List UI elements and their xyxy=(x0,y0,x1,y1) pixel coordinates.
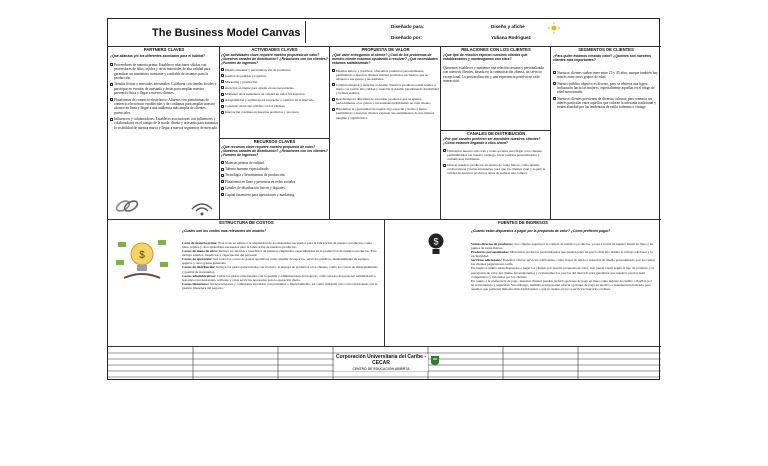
channels-block xyxy=(443,131,549,218)
footer-subtitle: CENTRO DE EDUCACIÓN ABIERTA xyxy=(352,367,410,371)
list-item: Innovación continua en nuestros productos y procesos. xyxy=(221,110,328,114)
list-item: Mantener altos estándares de calidad en todos los aspectos. xyxy=(221,92,328,96)
list-item: Ofrecer nuestros productos en puntos de venta físicos, como tiendas colaboradoras y ferias artesanales, para que los clientes vean y toquen la calidad de nuestros productos antes de realizar una compra. xyxy=(443,163,549,175)
designed-by-label: Diseñado por: xyxy=(391,35,422,40)
footer-institution-box xyxy=(334,354,428,371)
col-divider-4 xyxy=(550,46,551,219)
costs-heading: ESTRUCTURA DE COSTOS xyxy=(219,220,274,225)
designed-for-label: Diseñado para: xyxy=(391,24,425,29)
list-item: Ventas directas de productos: Los clientes pagan por la compra de nuestros productos, ya sea a través de nuestra tienda en línea o en puntos de venta físicos. xyxy=(471,242,654,251)
relationships-text: Queremos establecer y mantener una relación cercana y personalizada con nuestros clientes, basada en la comunicación abierta, un servicio excepcional. La personalización y una experiencia positiva en cada interacción. xyxy=(443,65,544,83)
segments-block xyxy=(553,47,659,218)
list-item: En cuanto a la preferencia de pago, nuestros clientes pueden preferir opciones de pago en línea como tarjetas de crédito o PayPal, por su conveniencia y seguridad. Sin embargo, también es importante ofrecer opciones de pago en efectivo o transferencia bancaria para aquellos que prefieren métodos más tradicionales o que no tienen acceso a servicios bancarios en línea. xyxy=(471,278,652,291)
business-model-canvas-sheet xyxy=(107,18,660,380)
costs-block xyxy=(110,220,383,345)
list-item: Tiendas físicas y mercados artesanales: Colaborar con tiendas locales y participar en eventos de artesanía y ferias para ampliar nuestra presencia física y llegar a nuevos clientes. xyxy=(110,82,218,95)
list-item: Atención al cliente para ayudar en sus necesidades. xyxy=(221,86,328,90)
channels-question: ¿Por qué canales prefieren ser atendidos nuestros clientes? ¿Cómo estamos llegando a ellos ahora? xyxy=(443,137,541,145)
list-item: Diseños únicos y creativos: ofrecemos productos personalizados, permitiendo a nuestros clientes obtener productos exclusivos que se adapten a sus gustos y necesidades. xyxy=(332,69,439,81)
segments-list xyxy=(553,71,659,110)
list-item: Gestión de pedidos y logística. xyxy=(221,74,328,78)
list-item: Construir relaciones sólidas con los clientes. xyxy=(221,104,328,108)
activities-block xyxy=(221,47,328,137)
revenue-question: ¿Cuánto están dispuestos a pagar por la propuesta de valor? ¿Cómo prefieren pagar? xyxy=(471,229,611,233)
university-logo-icon xyxy=(430,355,440,369)
list-item: Costos financieros: Incluye intereses y comisiones asociados con préstamos o financiamiento, así como cualquier otro costo relacionado con la gestión financiera del negocio. xyxy=(182,281,378,290)
lightbulb-dollar-icon xyxy=(427,232,445,258)
svg-text:$: $ xyxy=(433,236,439,247)
partners-question: ¿Qué alianzas y/o los diferentes asociados para el hábitat? xyxy=(110,54,206,58)
segments-heading: SEGMENTOS DE CLIENTES xyxy=(578,47,634,52)
list-item: Marketing y promoción. xyxy=(221,80,328,84)
partners-block xyxy=(110,47,218,218)
channels-list xyxy=(443,149,549,175)
lightbulb-money-icon xyxy=(114,234,170,282)
revenue-list xyxy=(471,242,655,291)
list-item: Calidad artesanal y atención al detalle: Nuestros productos están tejidos a mano con la más alta calidad y atención al detalle, garantizando durabilidad y belleza estética. xyxy=(332,83,439,95)
partners-heading: PARTNERS CLAVES xyxy=(143,47,185,52)
list-item: Servicios adicionales: Podemos ofrecer servicios adicionales, como clases de tejido o asesorías de diseño personalizado, por los cuales los clientes pagarían una tarifa. xyxy=(471,258,655,267)
list-item: Plataformas de comercio electrónico: Aliarnos con plataformas de comercio electrónico establecidas y de confianza para ampliar nuestro alcance en línea y llegar a una audiencia más amplia de clientes potenciales. xyxy=(110,98,218,116)
resources-question: ¿Qué recursos clave requiere nuestra propuesta de valor? ¿Nuestros canales de distribución? ¿Relaciones con los clientes? ¿Fuentes de ingresos? xyxy=(221,145,328,157)
costs-list xyxy=(182,241,380,290)
resources-block xyxy=(221,139,328,218)
designed-by-value: Yuliana Rodriguez xyxy=(491,35,531,40)
footer-institution: Corporación Universitaria del Caribe - CECAR xyxy=(335,354,427,366)
list-item: Resolvemos la dificultad de encontrar productos que se ajusten perfectamente a los gustos y necesidades individuales de cada cliente. xyxy=(332,97,439,105)
revenue-block xyxy=(387,220,659,345)
activities-question: ¿Qué actividades clave requiere nuestra propuesta de valor? ¿Nuestros canales de distribución? ¿Relaciones con los clientes? ¿Fuentes de ingresos? xyxy=(221,53,328,65)
value-question: ¿Qué valor entregamos al cliente? ¿Cuál de los problemas de nuestro cliente estamos ayudando a resolver? ¿Qué necesidades estamos satisfaciendo? xyxy=(332,53,438,65)
list-item: Diseño artesanal y personalización de productos. xyxy=(221,68,328,72)
list-item: Costos de operación: Son todos los costos de gastos operativos como alquiler de espacios, servicios públicos, mantenimiento de equipos, seguros y otros gastos generales. xyxy=(182,257,370,266)
revenue-heading: FUENTES DE INGRESOS xyxy=(498,220,548,225)
list-item: Canales de distribución físicos y digitales. xyxy=(221,186,328,190)
list-item: Costo de materia prima: Este costo se refiere a la adquisición de los materiales necesarios para la fabricación de nuestros productos, como hilos, tejidos y otros materiales necesarios para la fabricación de nuestros productos. xyxy=(182,241,373,250)
designed-for-value: Diseño y afiche xyxy=(491,24,525,29)
activities-list xyxy=(221,68,328,115)
activities-heading: ACTIVIDADES CLAVES xyxy=(251,47,298,52)
header-divider xyxy=(305,21,306,43)
wifi-signal-icon xyxy=(188,197,216,217)
col-divider-3 xyxy=(440,46,441,219)
list-item: Brindamos la oportunidad de regalar algo especial y hecho a mano, permitiendo a nuestros clientes expresar sus sentimientos de una manera tangible y significativa. xyxy=(332,107,439,119)
value-list xyxy=(332,69,439,120)
relationships-block xyxy=(443,47,549,129)
segments-question: ¿Para quién estamos creando valor? ¿Quiénes son nuestros clientes más importantes? xyxy=(553,54,651,62)
list-item: Nuestros clientes suelen tener entre 25 y 45 años, aunque también hay interés entre otros grupos de edad. xyxy=(553,71,659,80)
list-item: Adaptabilidad y agilidad para responder a cambios en el mercado. xyxy=(221,98,328,102)
list-item: En cuanto a cuánto están dispuestos a pagar los clientes por nuestra propuesta de valor, esto puede variar según el tipo de producto y la percepción de valor del cliente. Investigaremos y evaluaremos los precios del mercado para garantizar que nuestros precios sean competitivos y valorados por los clientes. xyxy=(471,266,654,279)
list-item: Capital financiero para operaciones y marketing. xyxy=(221,193,328,197)
list-item: Influencers y colaboradores: Establecer asociaciones con influencers y colaboradores en el campo de la moda, diseño y artesanía para aumentar la visibilidad de nuestra marca y llegar a nuevos segmentos de mercado. xyxy=(110,117,218,130)
list-item: Nuestros clientes provienen de diversas culturas, pero tenemos un interés particular entre aquellos que valoran la artesanía tradicional y tienen afinidad por las tendencias de estilo bohemio o vintage. xyxy=(553,97,659,110)
relationships-question: ¿Qué tipo de relación esperan nuestros clientes que establezcamos y mantengamos con ellos? xyxy=(443,53,528,61)
value-heading: PROPUESTA DE VALOR xyxy=(361,47,410,52)
list-item: Tecnología y herramientas de producción. xyxy=(221,173,328,177)
list-item: Plataforma en línea y presencia en redes sociales. xyxy=(221,180,328,184)
resources-list xyxy=(221,161,328,197)
list-item: Talento humano especializado. xyxy=(221,167,328,171)
svg-text:$: $ xyxy=(139,250,145,261)
costs-question: ¿Cuáles son los costos más relevantes del modelo? xyxy=(182,229,267,233)
list-item: Costos de distribución: Incluye los gastos relacionados con el envío, la entrega de productos a los clientes, como los costos de almacenamiento y gestión de inventarios. xyxy=(182,265,378,274)
relationships-heading: RELACIONES CON LOS CLIENTES xyxy=(461,47,531,52)
sun-icon xyxy=(548,21,560,33)
channels-heading: CANALES DE DISTRIBUCIÓN xyxy=(466,131,526,136)
list-item: Materias primas de calidad. xyxy=(221,161,328,165)
list-item: Productos personalizados: Ofrecemos productos personalizados que pueden tener un precio más alto debido al trabajo adicional y la exclusividad. xyxy=(471,250,653,259)
list-item: Costos de mano de obra: Incluye los salarios y beneficios de nuestros empleados, especializados en la producción de nuestros productos. Esto incluye salarios, beneficios y capacitación del personal. xyxy=(182,249,377,258)
chain-links-icon xyxy=(114,195,140,217)
list-item: Proveedores de materia prima: Establecer relaciones sólidas con proveedores de hilos, tejidos y otros materiales de alta calidad para garantizar un suministro constante y confiable de insumos para la producción. xyxy=(110,63,218,81)
list-item: Nuestro público objetivo es diverso, pero se observa una ligera inclinación hacia las mujeres, especialmente aquellas en el rango de edad mencionado. xyxy=(553,82,659,95)
canvas-title: The Business Model Canvas xyxy=(152,27,301,39)
col-divider-2 xyxy=(329,46,330,219)
resources-heading: RECURSOS CLAVES xyxy=(253,139,296,144)
col-divider-1 xyxy=(219,46,220,219)
list-item: Costos administrativos: Cubre los gastos relacionados con la gestión y administración del negocio, como salarios del personal administrativo, honorarios profesionales, software y otros servicios necesarios para la operación diaria. xyxy=(182,273,377,282)
value-block xyxy=(332,47,439,218)
footer-grid xyxy=(108,347,661,380)
partners-list xyxy=(110,63,218,130)
list-item: Utilizamos nuestro sitio web y redes sociales para llegar a los clientes, permitiéndoles ver nuestro catálogo, hacer pedidos personalizados y comunicarse fácilmente. xyxy=(443,149,549,161)
bottom-col-divider xyxy=(384,219,385,346)
